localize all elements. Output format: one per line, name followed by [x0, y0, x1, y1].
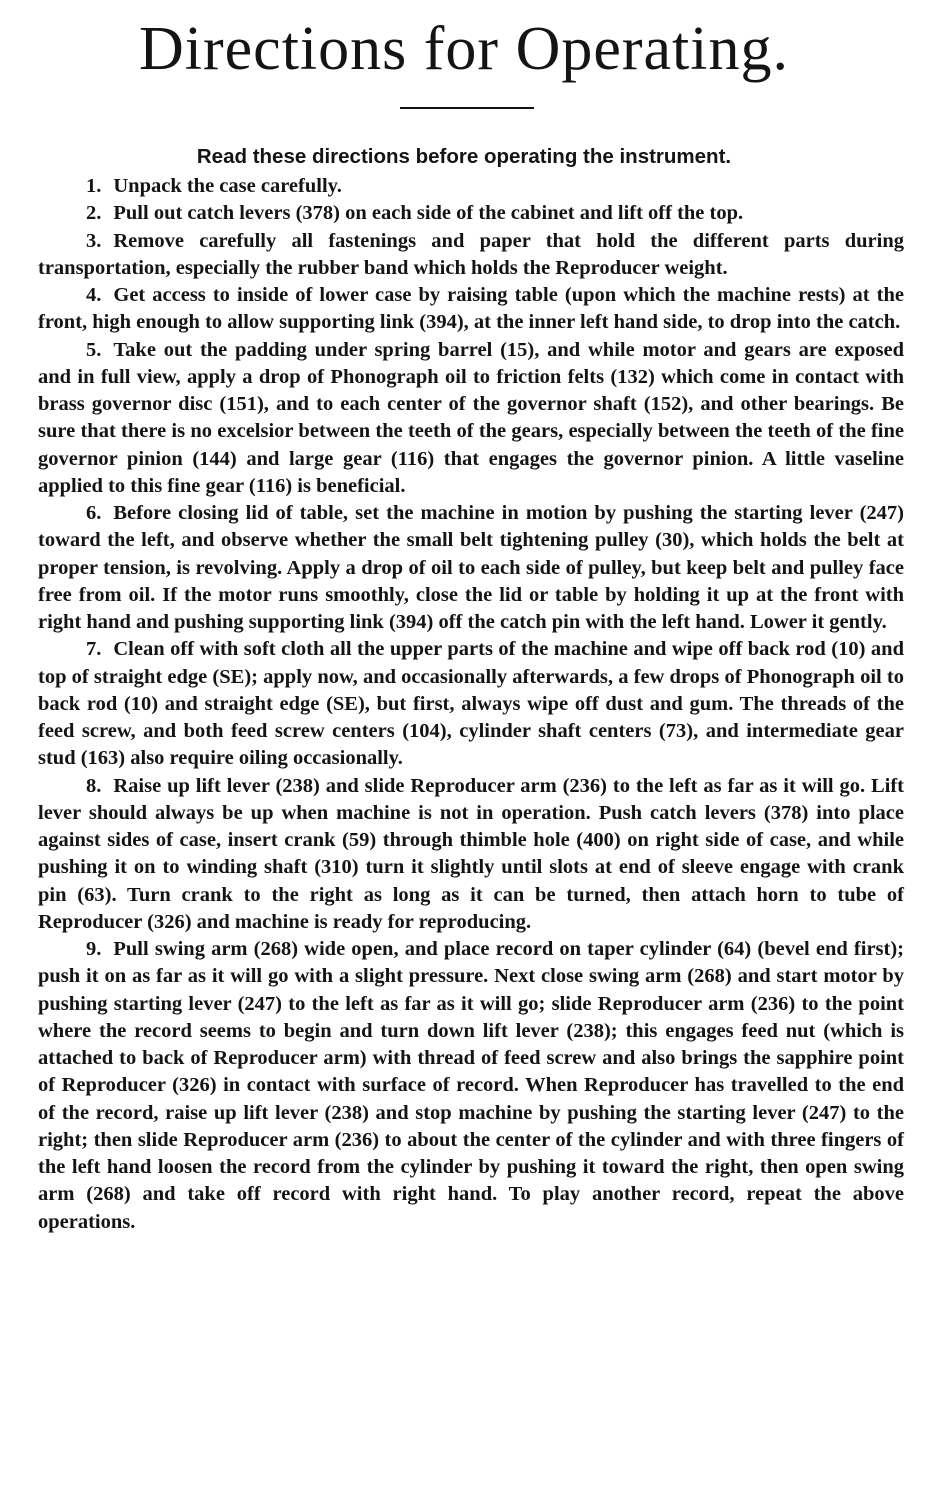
step-number: 6.	[86, 502, 102, 524]
step-text: Unpack the case carefully.	[113, 175, 342, 197]
step-number: 7.	[86, 638, 102, 661]
step-3	[38, 228, 904, 283]
step-5	[38, 337, 904, 501]
step-number: 8.	[86, 774, 102, 797]
step-number: 3.	[86, 229, 102, 252]
step-text: Take out the padding under spring barrel (15), and while motor and gears are exposed and in full view, apply a drop of Phonograph oil to friction felts (132) which come in contact with brass governor disc (151), and to each center of the governor shaft (152), and other bearings. Be sure that there is no excelsior between the teeth of the gears, especially between the teeth of the fine governor pinion (144) and large gear (116) that engages the governor pinion. A little vaseline applied to this fine gear (116) is beneficial.	[38, 338, 904, 497]
step-6	[38, 500, 904, 636]
step-number: 4.	[86, 284, 102, 306]
step-text: Pull swing arm (268) wide open, and place record on taper cylinder (64) (bevel end first); push it on as far as it will go with a slight pressure. Next close swing arm (268) and start motor by pushing starting lever (247) to the left as far as it will go; slide Reproducer arm (236) to the point where the record seems to begin and turn down lift lever (238); this engages feed nut (which is attached to back of Reproducer arm) with thread of feed screw and also brings the sapphire point of Reproducer (326) in contact with surface of record. When Reproducer has travelled to the end of the record, raise up lift lever (238) and stop machine by pushing the starting lever (247) to the right; then slide Reproducer arm (236) to about the center of the cylinder and with three fingers of the left hand loosen the record from the cylinder by pushing it toward the right, then open swing arm (268) and take off record with right hand. To play another record, repeat the above operations.	[38, 938, 904, 1233]
steps-list	[38, 173, 904, 1236]
step-text: Get access to inside of lower case by raising table (upon which the machine rests) at the front, high enough to allow supporting link (394), at the inner left hand side, to drop into the catch.	[38, 284, 904, 334]
step-number: 9.	[86, 938, 102, 960]
step-7	[38, 636, 904, 772]
instructions-intro: Read these directions before operating the instrument.	[196, 145, 732, 168]
step-text: Raise up lift lever (238) and slide Reproducer arm (236) to the left as far as it will go. Lift lever should always be up when machine is not in operation. Push catch levers (378) into place against sides of case, insert crank (59) through thimble hole (400) on right side of case, and while pushing it on to winding shaft (310) turn it slightly until slots at end of sleeve engage with crank pin (63). Turn crank to the right as long as it can be turned, then attach horn to tube of Reproducer (326) and machine is ready for reproducing.	[38, 774, 904, 933]
title-divider	[400, 107, 534, 109]
step-text: Before closing lid of table, set the machine in motion by pushing the starting lever (247) toward the left, and observe whether the small belt tightening pulley (30), which holds the belt at proper tension, is revolving. Apply a drop of oil to each side of pulley, but keep belt and pulley face free from oil. If the motor runs smoothly, close the lid or table by holding it up at the front with right hand and pushing supporting link (394) off the catch pin with the left hand. Lower it gently.	[38, 502, 904, 633]
step-8	[38, 773, 904, 937]
step-2	[38, 200, 904, 227]
page-title: Directions for Operating.	[139, 15, 789, 83]
step-1	[38, 173, 904, 200]
step-text: Remove carefully all fastenings and paper that hold the different parts during transportation, especially the rubber band which holds the Reproducer weight.	[38, 229, 904, 279]
step-number: 1.	[86, 175, 102, 197]
step-4	[38, 282, 904, 337]
step-number: 5.	[86, 338, 102, 361]
step-text: Pull out catch levers (378) on each side of the cabinet and lift off the top.	[113, 202, 744, 225]
step-9	[38, 936, 904, 1236]
step-number: 2.	[86, 202, 102, 225]
step-text: Clean off with soft cloth all the upper parts of the machine and wipe off back rod (10) and top of straight edge (SE); apply now, and occasionally afterwards, a few drops of Phonograph oil to back rod (10) and straight edge (SE), but first, always wipe off dust and gum. The threads of the feed screw, and both feed screw centers (104), cylinder shaft centers (73), and intermediate gear stud (163) also require oiling occasionally.	[38, 638, 904, 770]
